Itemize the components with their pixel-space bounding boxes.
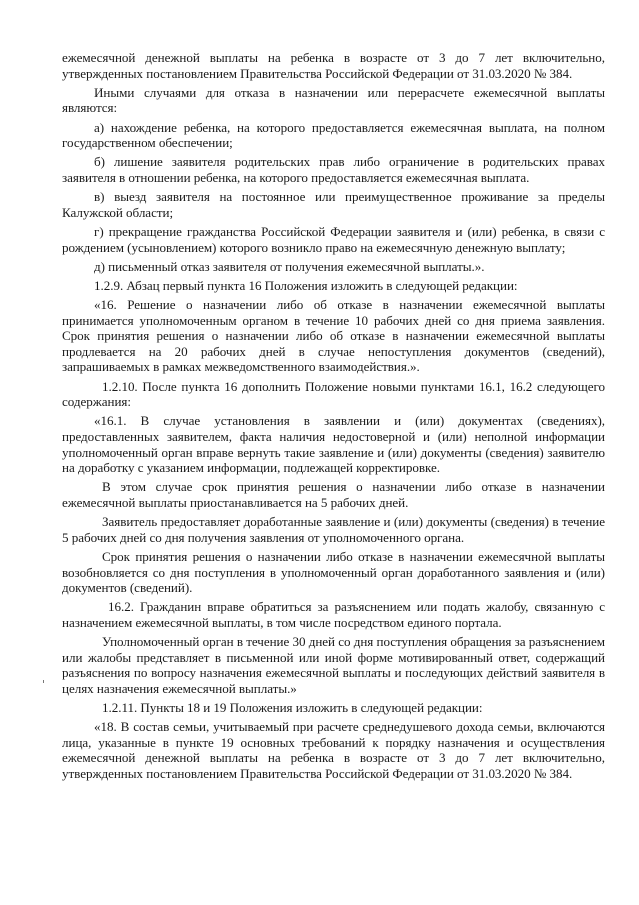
paragraph-refusal-intro: Иными случаями для отказа в назначении или перерасчете ежемесячной выплаты являются: bbox=[62, 84, 605, 116]
paragraph-1-2-10: 1.2.10. После пункта 16 дополнить Положение новыми пунктами 16.1, 16.2 следующего содержания: bbox=[62, 378, 605, 410]
paragraph-continuation: ежемесячной денежной выплаты на ребенка в возрасте от 3 до 7 лет включительно, утвержденных постановлением Правительства Российской Федерации от 31.03.2020 № 384. bbox=[62, 50, 605, 81]
paragraph-1-2-9: 1.2.9. Абзац первый пункта 16 Положения изложить в следующей редакции: bbox=[94, 277, 518, 293]
paragraph-resubmission: Заявитель предоставляет доработанные заявление и (или) документы (сведения) в течение 5 рабочих дней со дня получения заявления от уполномоченного органа. bbox=[62, 514, 605, 545]
paragraph-point-16-1: «16.1. В случае установления в заявлении и (или) документах (сведениях), предоставленных заявителем, факта наличия недостоверной и (или) неполной информации уполномоченный орган вправе вернуть такие заявление и (или) документы (сведения) заявителю на доработку с указанием информации, подлежащей корректировке. bbox=[62, 413, 605, 476]
paragraph-point-16: «16. Решение о назначении либо об отказе в назначении ежемесячной выплаты принимается уполномоченным органом в течение 10 рабочих дней со дня приема заявления. Срок принятия решения о назначении либо об отказе в назначении ежемесячной выплаты продлевается на 20 рабочих дней в случае непоступления документов (сведений), запрашиваемых в рамках межведомственного взаимодействия.». bbox=[62, 297, 605, 375]
paragraph-item-b: б) лишение заявителя родительских прав либо ограничение в родительских правах заявителя в отношении ребенка, на которого предоставляется ежемесячная выплата. bbox=[62, 154, 605, 185]
paragraph-item-d: д) письменный отказ заявителя от получения ежемесячной выплаты.». bbox=[94, 258, 485, 274]
paragraph-item-g: г) прекращение гражданства Российской Федерации заявителя и (или) ребенка, в связи с рождением (усыновлением) которого возникло право на ежемесячную денежную выплату; bbox=[62, 223, 605, 255]
paragraph-point-18: «18. В состав семьи, учитываемый при расчете среднедушевого дохода семьи, включаются лица, указанные в пункте 19 основных требований к порядку назначения и осуществления ежемесячной денежной выплаты на ребенка в возрасте от 3 до 7 лет включительно, утвержденных постановлением Правительства Российской Федерации от 31.03.2020 № 384. bbox=[62, 719, 605, 782]
paragraph-resumption: Срок принятия решения о назначении либо отказе в назначении ежемесячной выплаты возобновляется со дня поступления в уполномоченный орган доработанного заявления и (или) документов (сведений). bbox=[62, 548, 605, 596]
paragraph-item-v: в) выезд заявителя на постоянное или преимущественное проживание за пределы Калужской области; bbox=[62, 189, 605, 220]
paragraph-item-a: а) нахождение ребенка, на которого предоставляется ежемесячная выплата, на полном государственном обеспечении; bbox=[62, 119, 605, 151]
paragraph-suspension: В этом случае срок принятия решения о назначении либо отказе в назначении ежемесячной выплаты приостанавливается на 5 рабочих дней. bbox=[62, 479, 605, 510]
paragraph-1-2-11: 1.2.11. Пункты 18 и 19 Положения изложить в следующей редакции: bbox=[102, 700, 483, 716]
scan-mark bbox=[43, 680, 44, 683]
paragraph-point-16-2: 16.2. Гражданин вправе обратиться за разъяснением или подать жалобу, связанную с назначением ежемесячной выплаты, в том числе посредством единого портала. bbox=[62, 599, 605, 630]
paragraph-response: Уполномоченный орган в течение 30 дней со дня поступления обращения за разъяснением или жалобы представляет в письменной или иной форме мотивированный ответ, содержащий разъяснения по вопросу назначения ежемесячной выплаты и последующих действий заявителя в целях назначения ежемесячной выплаты.» bbox=[62, 634, 605, 696]
